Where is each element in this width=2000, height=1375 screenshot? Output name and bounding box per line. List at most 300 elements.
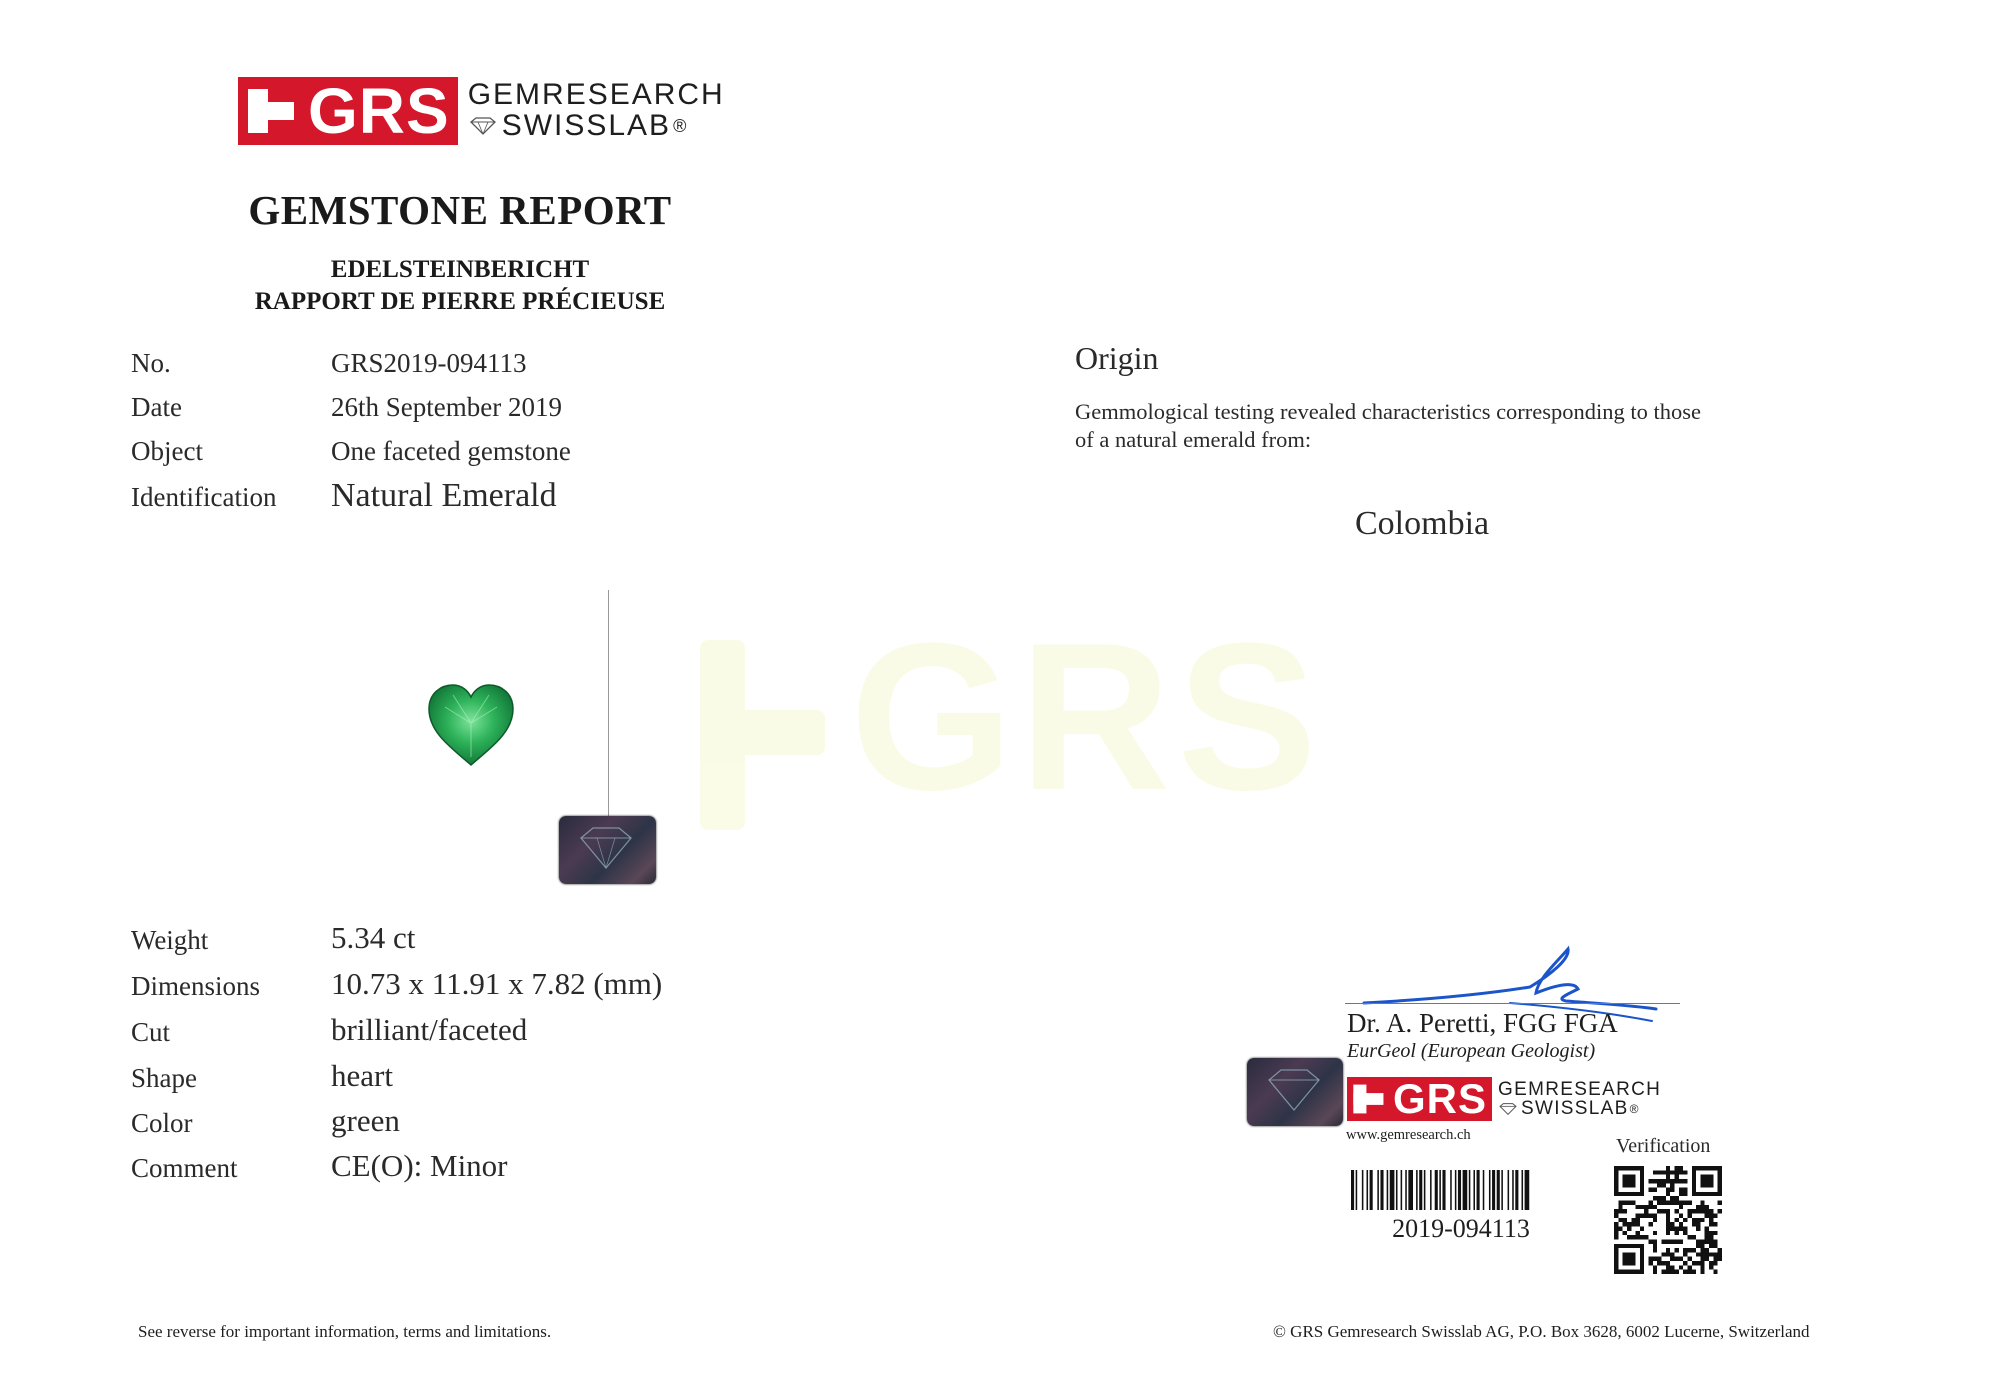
barcode-bar (1477, 1170, 1480, 1210)
qr-module (1709, 1209, 1713, 1213)
barcode-bar (1497, 1170, 1500, 1210)
qr-module (1696, 1192, 1700, 1196)
qr-module (1653, 1257, 1657, 1261)
barcode-bar (1405, 1170, 1407, 1210)
qr-module (1713, 1244, 1717, 1248)
grs-logo-small (1347, 1077, 1661, 1121)
qr-module (1653, 1214, 1657, 1218)
qr-module (1696, 1252, 1700, 1256)
logo-line2-row (468, 111, 725, 142)
qr-module (1670, 1257, 1674, 1261)
qr-module (1666, 1175, 1670, 1179)
barcode-bar (1515, 1170, 1518, 1210)
qr-module (1670, 1179, 1674, 1183)
detail-label-date: Date (131, 392, 182, 422)
qr-module (1713, 1214, 1717, 1218)
qr-module (1614, 1170, 1618, 1174)
footer-copyright: © GRS Gemresearch Swisslab AG, P.O. Box 3628, 6002 Lucerne, Switzerland (1273, 1322, 1810, 1341)
qr-module (1700, 1257, 1704, 1261)
qr-module (1614, 1252, 1618, 1256)
qr-module (1718, 1183, 1722, 1187)
qr-module (1623, 1175, 1627, 1179)
qr-module (1666, 1265, 1670, 1269)
qr-module (1679, 1166, 1683, 1170)
qr-module (1679, 1226, 1683, 1230)
qr-module (1713, 1270, 1717, 1274)
qr-module (1674, 1257, 1678, 1261)
qr-module (1640, 1192, 1644, 1196)
report-subtitle-fr: RAPPORT DE PIERRE PRÉCIEUSE (254, 288, 666, 315)
barcode-bar (1442, 1170, 1445, 1210)
security-hologram (559, 816, 656, 884)
barcode-bar (1419, 1170, 1422, 1210)
barcode-bar (1401, 1170, 1403, 1210)
qr-module (1623, 1218, 1627, 1222)
qr-module (1618, 1166, 1622, 1170)
signer-name: Dr. A. Peretti, FGG FGA (1347, 1008, 1618, 1038)
qr-module (1687, 1270, 1691, 1274)
qr-module (1666, 1179, 1670, 1183)
qr-module (1718, 1175, 1722, 1179)
qr-module (1692, 1209, 1696, 1213)
qr-module (1666, 1226, 1670, 1230)
qr-module (1709, 1235, 1713, 1239)
barcode-bar (1492, 1170, 1495, 1210)
qr-module (1713, 1166, 1717, 1170)
qr-module (1640, 1265, 1644, 1269)
qr-module (1705, 1252, 1709, 1256)
qr-module (1623, 1244, 1627, 1248)
qr-module (1623, 1231, 1627, 1235)
qr-module (1700, 1265, 1704, 1269)
qr-module (1670, 1226, 1674, 1230)
qr-module (1623, 1261, 1627, 1265)
qr-module (1653, 1179, 1657, 1183)
qr-module (1618, 1270, 1622, 1274)
qr-module (1657, 1196, 1661, 1200)
grs-logo-lab (468, 80, 725, 141)
qr-module (1705, 1209, 1709, 1213)
qr-module (1631, 1218, 1635, 1222)
qr-module (1649, 1188, 1653, 1192)
qr-module (1644, 1209, 1648, 1213)
qr-module (1653, 1218, 1657, 1222)
barcode-bar (1356, 1170, 1358, 1210)
qr-module (1683, 1188, 1687, 1192)
qr-module (1713, 1231, 1717, 1235)
qr-module (1666, 1166, 1670, 1170)
qr-module (1679, 1265, 1683, 1269)
qr-module (1653, 1188, 1657, 1192)
qr-module (1614, 1183, 1618, 1187)
qr-module (1692, 1270, 1696, 1274)
grs-logo-small-box (1347, 1077, 1492, 1121)
qr-module (1705, 1214, 1709, 1218)
qr-module (1666, 1209, 1670, 1213)
qr-module (1657, 1183, 1661, 1187)
qr-module (1631, 1201, 1635, 1205)
qr-module (1653, 1248, 1657, 1252)
barcode-bar (1508, 1170, 1510, 1210)
qr-module (1696, 1244, 1700, 1248)
qr-module (1614, 1188, 1618, 1192)
qr-module (1679, 1239, 1683, 1243)
qr-module (1623, 1270, 1627, 1274)
qr-module (1718, 1248, 1722, 1252)
qr-module (1640, 1270, 1644, 1274)
qr-module (1649, 1214, 1653, 1218)
qr-module (1700, 1270, 1704, 1274)
barcode-bar (1435, 1170, 1438, 1210)
barcode-bar (1370, 1170, 1373, 1210)
property-value-color: green (331, 1103, 400, 1138)
qr-module (1687, 1214, 1691, 1218)
qr-module (1649, 1239, 1653, 1243)
qr-module (1713, 1261, 1717, 1265)
qr-module (1700, 1175, 1704, 1179)
property-label-dimensions: Dimensions (131, 971, 261, 1001)
qr-module (1614, 1166, 1618, 1170)
qr-module (1640, 1252, 1644, 1256)
qr-module (1705, 1235, 1709, 1239)
barcode-bar (1469, 1170, 1471, 1210)
detail-value-object: One faceted gemstone (331, 436, 571, 466)
qr-module (1700, 1179, 1704, 1183)
qr-module (1666, 1170, 1670, 1174)
qr-module (1692, 1261, 1696, 1265)
qr-module (1653, 1170, 1657, 1174)
qr-module (1683, 1170, 1687, 1174)
qr-module (1687, 1209, 1691, 1213)
qr-module (1636, 1270, 1640, 1274)
qr-module (1687, 1257, 1691, 1261)
qr-module (1631, 1235, 1635, 1239)
qr-module (1627, 1226, 1631, 1230)
report-subtitle-de: EDELSTEINBERICHT (330, 256, 590, 283)
property-label-color: Color (131, 1108, 193, 1138)
qr-module (1679, 1222, 1683, 1226)
qr-module (1636, 1192, 1640, 1196)
qr-module (1662, 1196, 1666, 1200)
qr-module (1631, 1244, 1635, 1248)
qr-module (1696, 1205, 1700, 1209)
swiss-cross-icon (1352, 1083, 1390, 1115)
qr-module (1709, 1252, 1713, 1256)
qr-module (1662, 1270, 1666, 1274)
qr-module (1649, 1205, 1653, 1209)
qr-module (1631, 1261, 1635, 1265)
qr-module (1666, 1248, 1670, 1252)
qr-module (1644, 1214, 1648, 1218)
barcode-bar (1377, 1170, 1379, 1210)
qr-module (1718, 1201, 1722, 1205)
qr-module (1713, 1252, 1717, 1256)
qr-module (1614, 1265, 1618, 1269)
qr-module (1709, 1179, 1713, 1183)
qr-module (1644, 1205, 1648, 1209)
qr-module (1627, 1179, 1631, 1183)
qr-module (1692, 1235, 1696, 1239)
qr-module (1705, 1205, 1709, 1209)
qr-module (1683, 1231, 1687, 1235)
property-value-comment: CE(O): Minor (331, 1148, 508, 1183)
qr-module (1674, 1179, 1678, 1183)
qr-module (1670, 1239, 1674, 1243)
qr-module (1657, 1209, 1661, 1213)
qr-module (1640, 1257, 1644, 1261)
barcode-bar (1439, 1170, 1441, 1210)
qr-module (1705, 1257, 1709, 1261)
property-label-comment: Comment (131, 1153, 238, 1183)
qr-module (1614, 1226, 1618, 1230)
qr-module (1670, 1222, 1674, 1226)
barcode-bar (1501, 1170, 1503, 1210)
signature-line (1345, 1003, 1680, 1004)
qr-module (1696, 1218, 1700, 1222)
qr-module (1687, 1235, 1691, 1239)
qr-module (1631, 1179, 1635, 1183)
qr-module (1718, 1209, 1722, 1213)
qr-module (1640, 1170, 1644, 1174)
qr-module (1627, 1183, 1631, 1187)
qr-module (1631, 1175, 1635, 1179)
barcode-bar (1396, 1170, 1398, 1210)
origin-country: Colombia (1355, 505, 1490, 542)
qr-module (1623, 1192, 1627, 1196)
qr-module (1653, 1196, 1657, 1200)
qr-module (1623, 1166, 1627, 1170)
barcode-bar (1390, 1170, 1395, 1210)
qr-module (1709, 1166, 1713, 1170)
barcode-bar (1463, 1170, 1468, 1210)
qr-module (1700, 1239, 1704, 1243)
qr-module (1683, 1226, 1687, 1230)
barcode-bar (1424, 1170, 1426, 1210)
qr-module (1700, 1252, 1704, 1256)
detail-label-no: No. (131, 348, 171, 378)
qr-module (1683, 1270, 1687, 1274)
qr-module (1666, 1222, 1670, 1226)
logo-small-line2-row (1498, 1099, 1661, 1118)
qr-module (1718, 1188, 1722, 1192)
qr-module (1670, 1201, 1674, 1205)
qr-module (1679, 1214, 1683, 1218)
barcode-bar (1416, 1170, 1418, 1210)
qr-module (1705, 1231, 1709, 1235)
qr-module (1692, 1175, 1696, 1179)
qr-module (1709, 1261, 1713, 1265)
verification-label: Verification (1616, 1135, 1711, 1157)
qr-module (1709, 1231, 1713, 1235)
qr-module (1709, 1265, 1713, 1269)
qr-module (1692, 1179, 1696, 1183)
qr-module (1683, 1248, 1687, 1252)
qr-module (1666, 1201, 1670, 1205)
qr-module (1640, 1261, 1644, 1265)
qr-module (1640, 1244, 1644, 1248)
qr-module (1631, 1252, 1635, 1256)
qr-module (1662, 1239, 1666, 1243)
barcode-bar (1489, 1170, 1491, 1210)
logo-small-line2: SWISSLAB (1521, 1098, 1629, 1119)
detail-label-identification: Identification (131, 482, 277, 512)
diamond-icon (1498, 1103, 1518, 1115)
qr-module (1679, 1192, 1683, 1196)
diamond-icon (468, 117, 498, 135)
qr-module (1653, 1270, 1657, 1274)
qr-module (1666, 1261, 1670, 1265)
qr-module (1614, 1261, 1618, 1265)
qr-module (1700, 1209, 1704, 1213)
barcode-bar (1512, 1170, 1514, 1210)
qr-module (1670, 1252, 1674, 1256)
website-url: www.gemresearch.ch (1346, 1127, 1471, 1143)
property-value-dimensions: 10.73 x 11.91 x 7.82 (mm) (331, 966, 663, 1001)
qr-module (1692, 1170, 1696, 1174)
qr-module (1653, 1244, 1657, 1248)
qr-module (1683, 1218, 1687, 1222)
qr-module (1692, 1248, 1696, 1252)
qr-module (1670, 1183, 1674, 1187)
qr-module (1705, 1192, 1709, 1196)
qr-module (1666, 1218, 1670, 1222)
qr-module (1674, 1248, 1678, 1252)
qr-module (1631, 1183, 1635, 1187)
qr-module (1631, 1166, 1635, 1170)
qr-module (1631, 1257, 1635, 1261)
qr-module (1705, 1179, 1709, 1183)
qr-module (1627, 1166, 1631, 1170)
qr-module (1653, 1265, 1657, 1269)
qr-module (1666, 1239, 1670, 1243)
registered-mark-small: ® (1629, 1101, 1640, 1116)
qr-module (1623, 1183, 1627, 1187)
qr-module (1657, 1257, 1661, 1261)
qr-module (1683, 1261, 1687, 1265)
qr-module (1627, 1257, 1631, 1261)
qr-module (1640, 1235, 1644, 1239)
qr-module (1705, 1166, 1709, 1170)
qr-module (1674, 1170, 1678, 1174)
barcode-bar (1430, 1170, 1432, 1210)
grs-logo-small-lab (1498, 1080, 1661, 1119)
origin-text-line1: Gemmological testing revealed characteristics corresponding to those (1075, 399, 1702, 424)
logo-line1: GEMRESEARCH (467, 78, 725, 112)
qr-module (1666, 1188, 1670, 1192)
qr-module (1627, 1244, 1631, 1248)
signer-title: EurGeol (European Geologist) (1347, 1040, 1596, 1062)
origin-text-line2: of a natural emerald from: (1075, 427, 1312, 452)
qr-module (1627, 1235, 1631, 1239)
grs-logo (238, 77, 725, 145)
barcode-bar (1473, 1170, 1475, 1210)
qr-module (1662, 1209, 1666, 1213)
qr-module (1700, 1248, 1704, 1252)
qr-module (1636, 1205, 1640, 1209)
qr-module (1666, 1231, 1670, 1235)
qr-module (1674, 1201, 1678, 1205)
qr-module (1700, 1244, 1704, 1248)
qr-module (1636, 1231, 1640, 1235)
qr-module (1696, 1222, 1700, 1226)
barcode-bar (1367, 1170, 1369, 1210)
qr-module (1679, 1257, 1683, 1261)
qr-module (1674, 1175, 1678, 1179)
barcode-bar (1483, 1170, 1485, 1210)
verification-qr-code[interactable] (1614, 1166, 1722, 1274)
qr-module (1700, 1205, 1704, 1209)
qr-module (1640, 1248, 1644, 1252)
qr-module (1618, 1226, 1622, 1230)
origin-heading: Origin (1075, 340, 1159, 376)
barcode-bar (1450, 1170, 1452, 1210)
qr-module (1709, 1175, 1713, 1179)
qr-module (1692, 1188, 1696, 1192)
qr-module (1623, 1252, 1627, 1256)
registered-mark: ® (673, 116, 689, 137)
qr-module (1696, 1239, 1700, 1243)
qr-module (1636, 1244, 1640, 1248)
qr-module (1627, 1201, 1631, 1205)
qr-module (1713, 1222, 1717, 1226)
qr-module (1687, 1201, 1691, 1205)
qr-module (1696, 1209, 1700, 1213)
qr-module (1614, 1179, 1618, 1183)
qr-module (1644, 1235, 1648, 1239)
qr-module (1705, 1248, 1709, 1252)
qr-module (1627, 1252, 1631, 1256)
qr-module (1700, 1183, 1704, 1187)
property-value-cut: brilliant/faceted (331, 1012, 528, 1047)
qr-module (1623, 1179, 1627, 1183)
qr-module (1614, 1270, 1618, 1274)
qr-module (1649, 1179, 1653, 1183)
grs-logo-box (238, 77, 458, 145)
qr-module (1674, 1218, 1678, 1222)
qr-module (1709, 1239, 1713, 1243)
qr-module (1670, 1265, 1674, 1269)
qr-module (1705, 1183, 1709, 1187)
qr-module (1627, 1175, 1631, 1179)
detail-value-date: 26th September 2019 (331, 392, 562, 422)
barcode-bar (1458, 1170, 1461, 1210)
barcode-bar (1525, 1170, 1530, 1210)
qr-module (1649, 1201, 1653, 1205)
qr-module (1623, 1209, 1627, 1213)
qr-module (1657, 1201, 1661, 1205)
qr-module (1718, 1179, 1722, 1183)
qr-module (1718, 1192, 1722, 1196)
qr-module (1618, 1201, 1622, 1205)
qr-module (1640, 1226, 1644, 1230)
qr-module (1640, 1205, 1644, 1209)
qr-module (1627, 1192, 1631, 1196)
qr-module (1674, 1231, 1678, 1235)
qr-module (1687, 1265, 1691, 1269)
qr-module (1662, 1170, 1666, 1174)
qr-module (1631, 1222, 1635, 1226)
qr-module (1683, 1192, 1687, 1196)
qr-module (1713, 1257, 1717, 1261)
qr-module (1666, 1214, 1670, 1218)
property-label-weight: Weight (131, 925, 209, 955)
qr-module (1713, 1239, 1717, 1243)
qr-module (1614, 1235, 1618, 1239)
qr-module (1679, 1170, 1683, 1174)
qr-module (1705, 1226, 1709, 1230)
qr-module (1631, 1192, 1635, 1196)
qr-module (1614, 1192, 1618, 1196)
